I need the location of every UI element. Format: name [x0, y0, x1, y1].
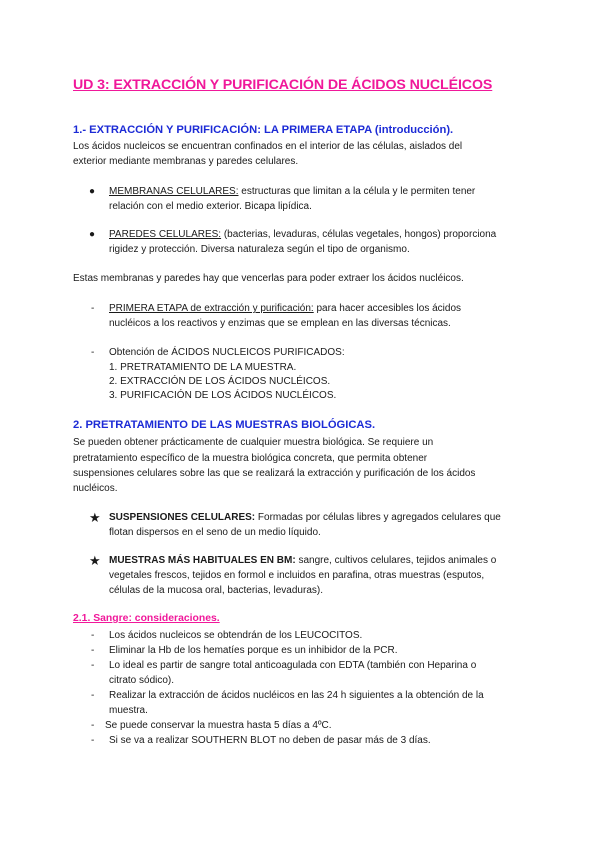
dash-icon: -: [91, 660, 95, 671]
dash-primera-etapa-term: PRIMERA ETAPA de extracción y purificación:: [109, 303, 314, 314]
section-2-1-heading: 2.1. Sangre: consideraciones.: [73, 613, 220, 624]
star-muestras-line-3: células de la mucosa oral, bacterias, levaduras).: [109, 585, 323, 596]
section-2-intro-line-2: pretratamiento específico de la muestra biológica concreta, que permita obtener: [73, 453, 428, 464]
bullet-membranas-text: estructuras que limitan a la célula y le permiten tener: [238, 186, 476, 197]
dash-primera-etapa-text: para hacer accesibles los ácidos: [313, 303, 462, 314]
star-icon: ★: [89, 510, 101, 525]
dash-primera-etapa: [109, 301, 461, 317]
dash-icon: -: [91, 645, 95, 656]
blood-item-4: Realizar la extracción de ácidos nucléicos en las 24 h siguientes a la obtención de la: [109, 690, 484, 701]
star-muestras-term: MUESTRAS MÁS HABITUALES EN BM:: [109, 555, 296, 566]
blood-item-1: Los ácidos nucleicos se obtendrán de los LEUCOCITOS.: [109, 630, 363, 641]
section-1-intro-line-1: Los ácidos nucleicos se encuentran confinados en el interior de las células, aislados del: [73, 141, 463, 152]
blood-item-3: Lo ideal es partir de sangre total anticoagulada con EDTA (también con Heparina o: [109, 660, 477, 671]
dash-icon: -: [91, 303, 95, 314]
dash-icon: -: [91, 720, 95, 731]
blood-item-2: Eliminar la Hb de los hematíes porque es un inhibidor de la PCR.: [109, 645, 398, 656]
blood-item-5: Se puede conservar la muestra hasta 5 días a 4ºC.: [105, 720, 332, 731]
star-muestras: [109, 553, 496, 569]
bullet-paredes: [109, 227, 496, 243]
star-suspensiones: [109, 510, 501, 526]
star-icon: ★: [89, 553, 101, 568]
section-1-paragraph: Estas membranas y paredes hay que vencerlas para poder extraer los ácidos nucléicos.: [73, 273, 464, 284]
section-2-intro-line-3: suspensiones celulares sobre las que se realizará la extracción y purificación de los ácidos: [73, 468, 476, 479]
dash-obtencion: Obtención de ÁCIDOS NUCLEICOS PURIFICADOS:: [109, 347, 345, 358]
section-2-heading: 2. PRETRATAMIENTO DE LAS MUESTRAS BIOLÓGICAS.: [73, 419, 376, 431]
blood-item-6: Si se va a realizar SOUTHERN BLOT no deben de pasar más de 3 días.: [109, 735, 431, 746]
section-1-heading: 1.- EXTRACCIÓN Y PURIFICACIÓN: LA PRIMERA ETAPA (introducción).: [73, 124, 454, 136]
dash-icon: -: [91, 735, 95, 746]
blood-item-4-line-2: muestra.: [109, 705, 148, 716]
bullet-dot-icon: ●: [89, 229, 96, 240]
star-suspensiones-text: Formadas por células libres y agregados celulares que: [255, 512, 501, 523]
star-muestras-text: sangre, cultivos celulares, tejidos animales o: [295, 555, 497, 566]
bullet-dot-icon: ●: [89, 186, 96, 197]
dash-icon: -: [91, 630, 95, 641]
section-2-intro-line-1: Se pueden obtener prácticamente de cualquier muestra biológica. Se requiere un: [73, 437, 434, 448]
dash-primera-etapa-line-2: nucléicos a los reactivos y enzimas que se emplean en las diversas técnicas.: [109, 318, 451, 329]
section-1-intro-line-2: exterior mediante membranas y paredes celulares.: [73, 156, 299, 167]
section-2-intro-line-4: nucléicos.: [73, 483, 118, 494]
star-suspensiones-line-2: flotan dispersos en el seno de un medio líquido.: [109, 527, 321, 538]
bullet-membranas: [109, 184, 475, 200]
star-suspensiones-term: SUSPENSIONES CELULARES:: [109, 512, 256, 523]
star-muestras-line-2: vegetales frescos, tejidos en formol e incluidos en parafina, otras muestras (esputos,: [109, 570, 485, 581]
bullet-paredes-line-2: rigidez y protección. Diversa naturaleza según el tipo de organismo.: [109, 244, 410, 255]
blood-item-3-line-2: citrato sódico).: [109, 675, 175, 686]
step-1: 1. PRETRATAMIENTO DE LA MUESTRA.: [109, 362, 297, 373]
bullet-membranas-term: MEMBRANAS CELULARES:: [109, 186, 239, 197]
document-title: UD 3: EXTRACCIÓN Y PURIFICACIÓN DE ÁCIDOS NUCLÉICOS: [73, 77, 493, 93]
dash-icon: -: [91, 347, 95, 358]
step-2: 2. EXTRACCIÓN DE LOS ÁCIDOS NUCLÉICOS.: [109, 376, 331, 387]
bullet-membranas-line-2: relación con el medio exterior. Bicapa lipídica.: [109, 201, 312, 212]
bullet-paredes-text: (bacterias, levaduras, células vegetales, hongos) proporciona: [221, 229, 497, 240]
step-3: 3. PURIFICACIÓN DE LOS ÁCIDOS NUCLÉICOS.: [109, 390, 337, 401]
dash-icon: -: [91, 690, 95, 701]
bullet-paredes-term: PAREDES CELULARES:: [109, 229, 222, 240]
